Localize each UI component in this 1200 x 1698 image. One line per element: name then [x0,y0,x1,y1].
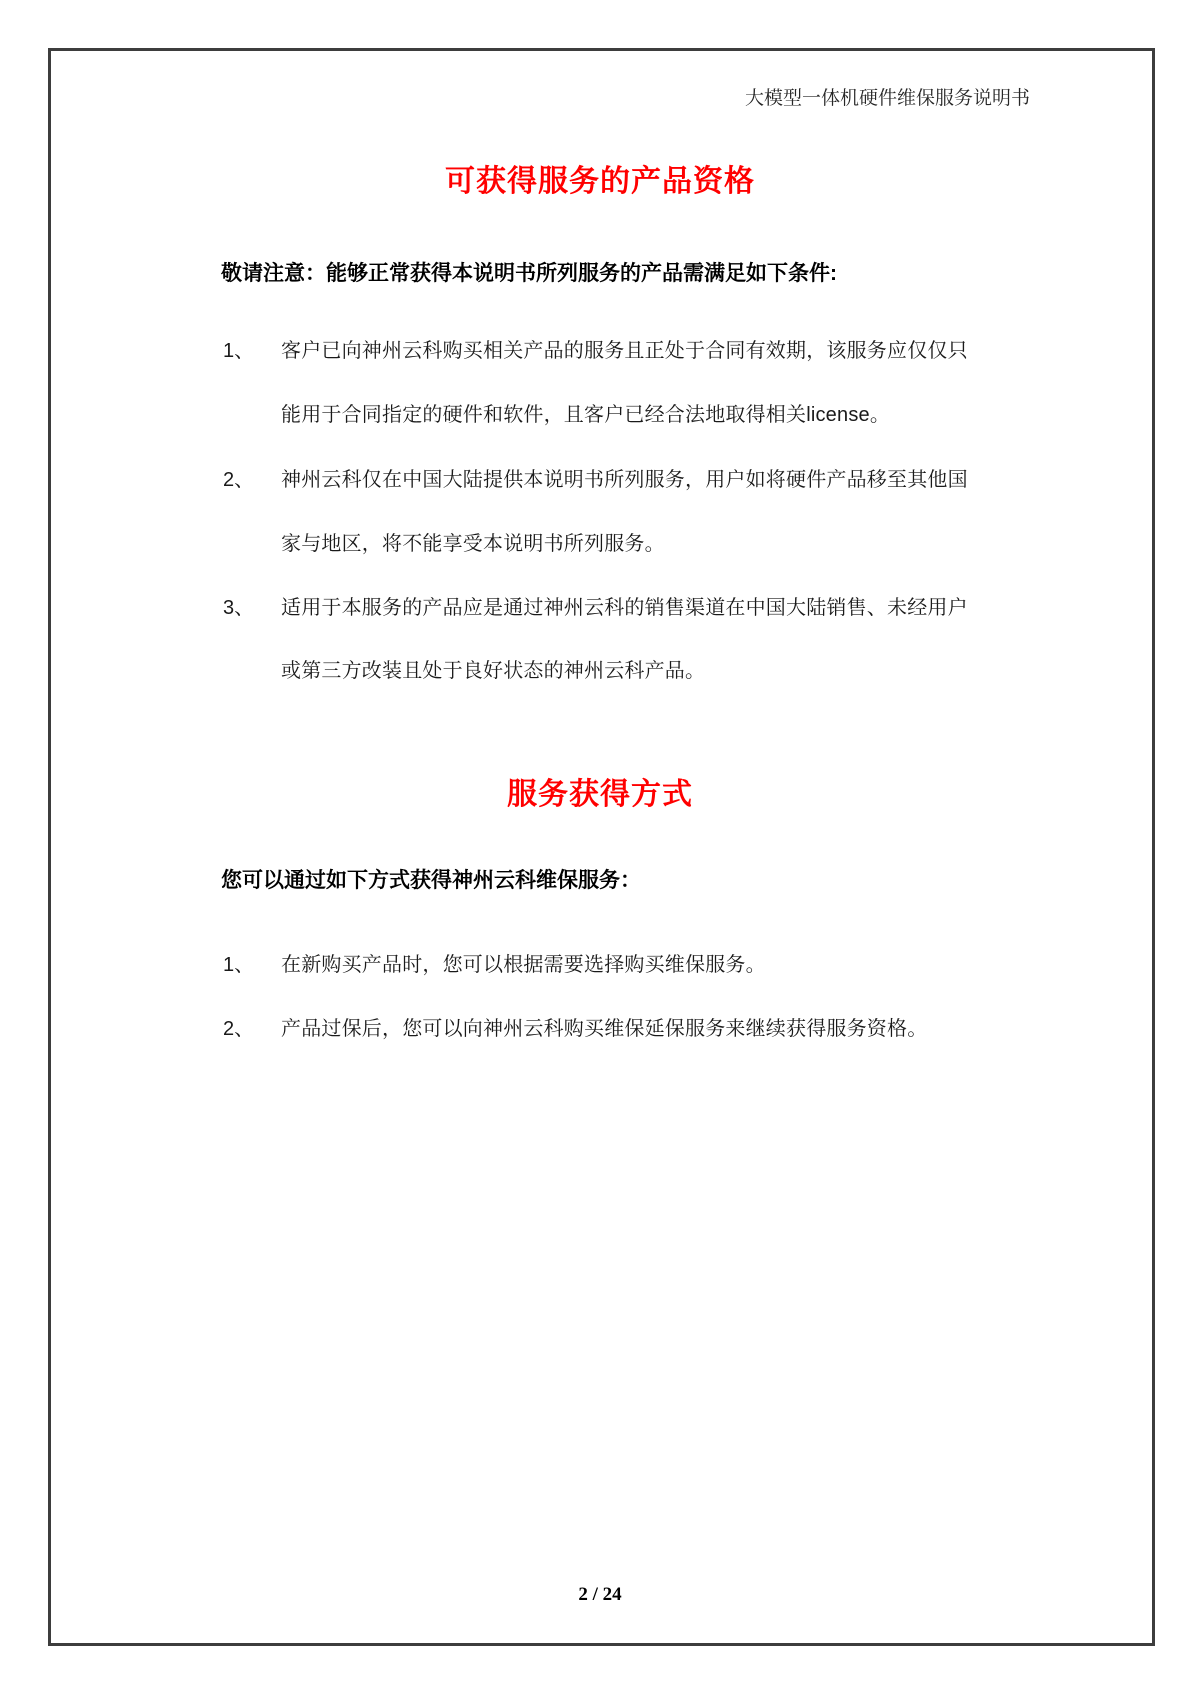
list-item-text: 在新购买产品时，您可以根据需要选择购买维保服务。 [281,954,766,976]
list-item-text: 能用于合同指定的硬件和软件，且客户已经合法地取得相关license。 [281,404,891,426]
list-item-text: 适用于本服务的产品应是通过神州云科的销售渠道在中国大陆销售、未经用户 [281,597,968,619]
list-item-text: 产品过保后，您可以向神州云科购买维保延保服务来继续获得服务资格。 [281,1018,928,1040]
list-item [0,1012,1200,1044]
list-item [0,334,1200,366]
list-item [0,463,1200,495]
section1-intro [0,257,1200,289]
page-header-title: 大模型一体机硬件维保服务说明书 [744,88,1030,109]
section2-intro-text: 您可以通过如下方式获得神州云科维保服务： [221,869,641,892]
section-title-how-to-obtain-service: 服务获得方式 [507,778,693,811]
list-item-number: 1、 [223,340,255,362]
list-item-text: 家与地区，将不能享受本说明书所列服务。 [281,533,665,555]
list-item-continuation [0,527,1200,559]
list-item-continuation [0,654,1200,686]
section1-intro-text: 敬请注意：能够正常获得本说明书所列服务的产品需满足如下条件: [221,262,837,285]
list-item-text: 神州云科仅在中国大陆提供本说明书所列服务，用户如将硬件产品移至其他国 [281,469,968,491]
list-item-number: 1、 [223,954,255,976]
section2-intro [0,864,1200,896]
list-item-number: 2、 [223,469,255,491]
list-item [0,948,1200,980]
section-title-product-eligibility: 可获得服务的产品资格 [445,165,755,198]
page-number: 2 / 24 [578,1584,622,1605]
list-item-text: 客户已向神州云科购买相关产品的服务且正处于合同有效期，该服务应仅仅只 [281,340,968,362]
list-item-number: 2、 [223,1018,255,1040]
list-item-continuation [0,398,1200,430]
list-item [0,591,1200,623]
list-item-text: 或第三方改装且处于良好状态的神州云科产品。 [281,660,706,682]
list-item-number: 3、 [223,597,255,619]
